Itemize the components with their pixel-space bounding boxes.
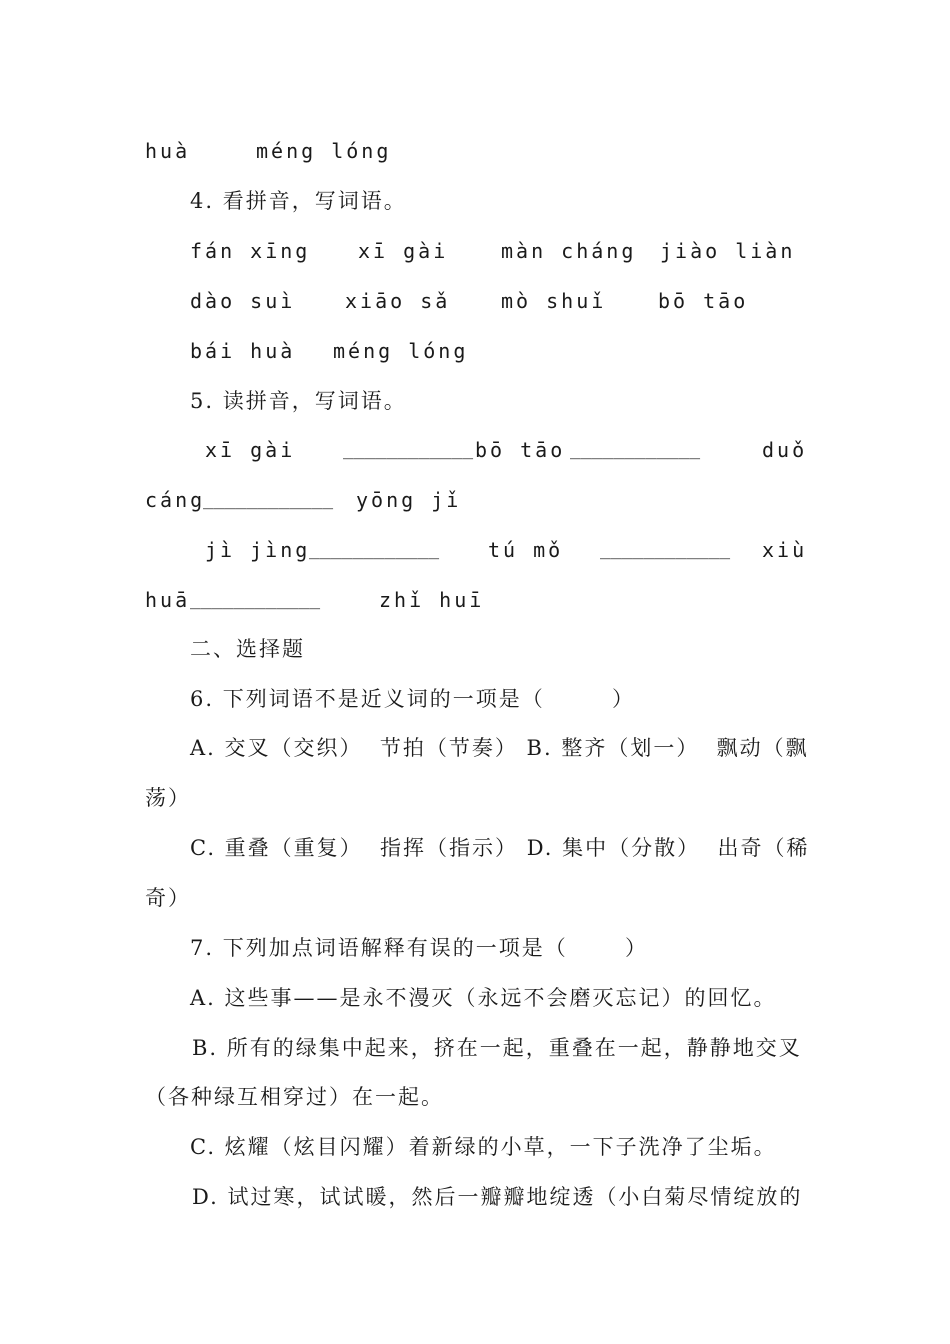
- pinyin-word: méng lóng: [333, 339, 469, 363]
- pinyin-word: xiù: [762, 538, 808, 562]
- pinyin-word: xī gài: [205, 438, 296, 462]
- pinyin-word: fán xīng: [190, 239, 311, 263]
- pinyin-word: dào suì: [190, 289, 296, 313]
- option-text: C. 炫耀（炫目闪耀）着新绿的小草，一下子洗净了尘垢。: [190, 1135, 777, 1159]
- pinyin-word: bái huà: [190, 339, 296, 363]
- pinyin-line-top: [0, 131, 950, 171]
- section-2-title-line: [0, 629, 950, 669]
- pinyin-word: cáng: [145, 488, 206, 512]
- answer-blank[interactable]: ____________: [570, 439, 701, 460]
- pinyin-word: duǒ: [762, 438, 808, 462]
- pinyin-word: jiào liàn: [660, 239, 796, 263]
- option-text: 荡）: [145, 786, 191, 810]
- answer-blank[interactable]: ____________: [203, 489, 334, 510]
- q7-option-d: [0, 1177, 950, 1217]
- answer-blank[interactable]: ____________: [343, 439, 474, 460]
- q5-row-3: [0, 530, 950, 570]
- pinyin-word: bō tāo: [658, 289, 749, 313]
- q5-row-4: [0, 580, 950, 620]
- answer-blank[interactable]: ____________: [190, 589, 321, 610]
- question-6-line: [0, 679, 950, 719]
- pinyin-word: jì jìng: [205, 538, 311, 562]
- q7-option-a: [0, 978, 950, 1018]
- option-text: 奇）: [145, 886, 191, 910]
- pinyin-word: huà: [145, 139, 191, 163]
- pinyin-word: yōng jǐ: [356, 488, 462, 512]
- q7-option-c: [0, 1127, 950, 1167]
- question-7-text: 7. 下列加点词语解释有误的一项是（: [190, 936, 568, 960]
- pinyin-word: mò shuǐ: [501, 289, 607, 313]
- pinyin-word: huā: [145, 588, 191, 612]
- option-text: （各种绿互相穿过）在一起。: [145, 1085, 444, 1109]
- question-4-title: 4. 看拼音，写词语。: [190, 189, 407, 213]
- pinyin-word: tú mǒ: [488, 538, 564, 562]
- option-text: A. 交叉（交织） 节拍（节奏） B. 整齐（划一） 飘动（飘: [190, 736, 809, 760]
- question-5-title-line: [0, 381, 950, 421]
- q7-option-b: [0, 1028, 950, 1068]
- q6-options-cd-cont: [0, 878, 950, 918]
- question-7-close: ）: [625, 936, 648, 960]
- q4-row-2: [0, 281, 950, 321]
- pinyin-word: xiāo sǎ: [345, 289, 451, 313]
- question-5-title: 5. 读拼音，写词语。: [190, 389, 407, 413]
- pinyin-word: màn cháng: [501, 239, 637, 263]
- question-4-title-line: [0, 181, 950, 221]
- pinyin-word: bō tāo: [475, 438, 566, 462]
- pinyin-word: zhǐ huī: [379, 588, 485, 612]
- q6-options-ab-cont: [0, 778, 950, 818]
- q6-options-ab: [0, 728, 950, 768]
- pinyin-word: méng lóng: [256, 139, 392, 163]
- q5-row-2: [0, 480, 950, 520]
- option-text: C. 重叠（重复） 指挥（指示） D. 集中（分散） 出奇（稀: [190, 836, 810, 860]
- option-text: D. 试过寒，试试暖，然后一瓣瓣地绽透（小白菊尽情绽放的: [192, 1185, 803, 1209]
- q4-row-3: [0, 331, 950, 371]
- option-text: A. 这些事——是永不漫灭（永远不会磨灭忘记）的回忆。: [190, 986, 777, 1010]
- section-title: 二、选择题: [190, 637, 305, 661]
- question-6-close: ）: [612, 687, 635, 711]
- q7-option-b-cont: [0, 1077, 950, 1117]
- question-7-line: [0, 928, 950, 968]
- q6-options-cd: [0, 828, 950, 868]
- pinyin-word: xī gài: [358, 239, 449, 263]
- answer-blank[interactable]: ____________: [309, 539, 440, 560]
- answer-blank[interactable]: ____________: [600, 539, 731, 560]
- q4-row-1: [0, 231, 950, 271]
- option-text: B. 所有的绿集中起来，挤在一起，重叠在一起，静静地交叉: [192, 1036, 802, 1060]
- q5-row-1: [0, 430, 950, 470]
- question-6-text: 6. 下列词语不是近义词的一项是（: [190, 687, 545, 711]
